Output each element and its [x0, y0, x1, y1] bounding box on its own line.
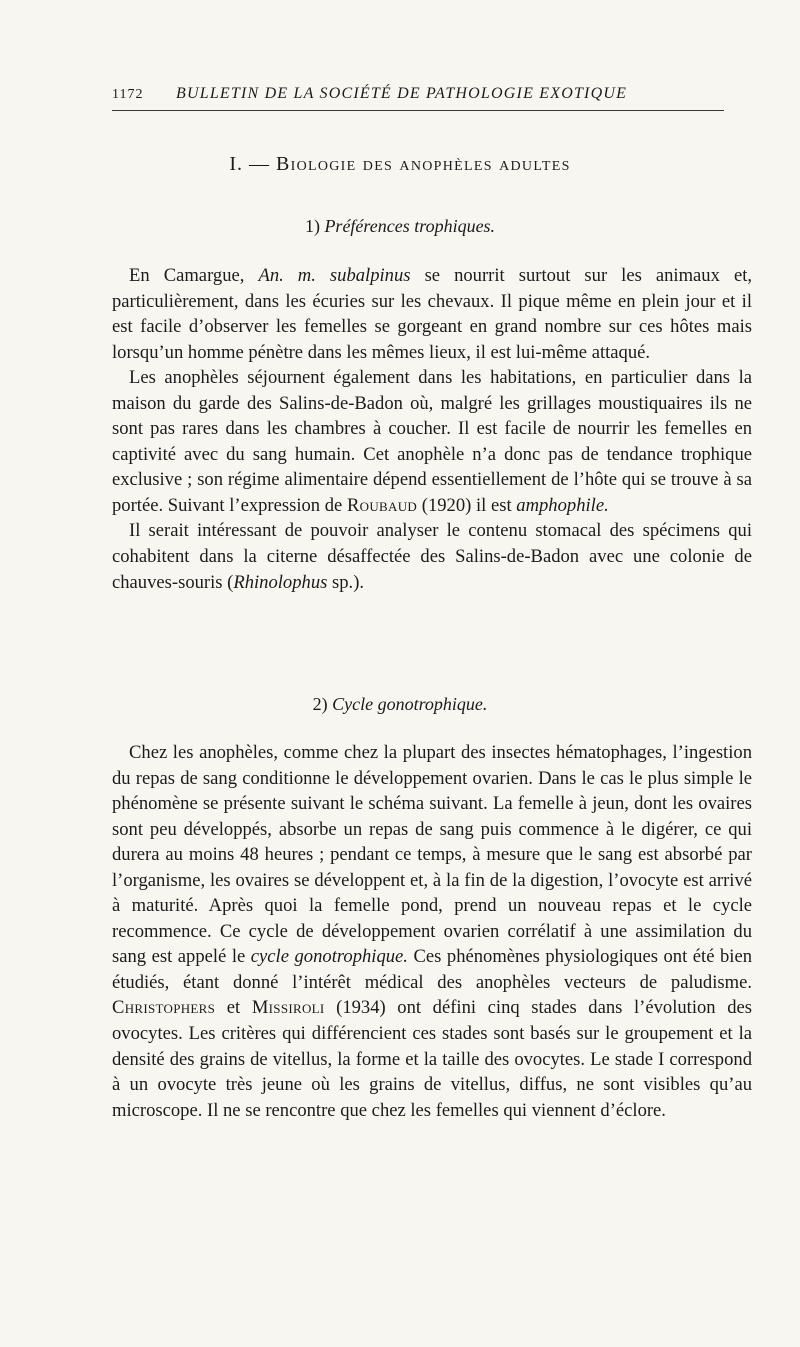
paragraph-2 [112, 365, 752, 518]
page-number: 1172 [112, 87, 144, 102]
body-text-block-2 [112, 740, 752, 1123]
author-christophers: Christophers [112, 997, 216, 1019]
citation-year-1920: (1920) [421, 494, 472, 516]
paragraph-1 [112, 263, 752, 365]
running-header [112, 84, 724, 111]
term-amphophile: amphophile. [516, 494, 609, 516]
paragraph-1-text-a: En Camargue, [129, 265, 245, 286]
term-cycle-gonotrophique: cycle gonotrophique. [250, 946, 408, 968]
subsection-title-1: Préférences trophiques. [324, 216, 496, 236]
genus-rhinolophus: Rhinolophus [233, 571, 328, 593]
paragraph-4-text-d: (1934) ont défini cinq stades dans l’évolution des ovocytes. Les critères qui différencient ces stades sont basés sur le groupement et la densité des grains de vitellus, la forme et la taille des ovocytes. Le stade I correspond à un ovocyte très jeune où les grains de vitellus, diffus, ne sont visibles qu’au microscope. Il ne se rencontre que chez les femelles qui viennent d’éclore. [112, 997, 752, 1121]
subsection-heading-2 [0, 694, 800, 715]
paragraph-3 [112, 518, 752, 595]
section-title-text: Biologie des anophèles adultes [275, 153, 571, 175]
author-roubaud: Roubaud [346, 494, 418, 516]
paragraph-2-text-a: Les anophèles séjournent également dans les habitations, en particulier dans la maison du garde des Salins-de-Badon où, malgré les grillages moustiquaires ils ne sont pas rares dans les chambres à coucher. Il est facile de nourrir les femelles en captivité avec du sang humain. Cet anophèle n’a donc pas de tendance trophique exclusive ; son régime alimentaire dépend essentiellement de l’hôte qui se trouve à sa portée. Suivant l’expression de [112, 367, 752, 516]
subsection-number-2: 2) [312, 694, 328, 714]
paragraph-1-text-b: se nourrit surtout sur les animaux et, particulièrement, dans les écuries sur les chevaux. Il pique même en plein jour et il est facile d’observer les femelles se gorgeant en grand nombre sur ces hôtes mais lorsqu’un homme pénètre dans les mêmes lieux, il est lui-même attaqué. [112, 265, 753, 363]
section-title [0, 153, 800, 176]
paragraph-4-text-b: Ces phénomènes physiologiques ont été bien étudiés, étant donné l’intérêt médical des anophèles vecteurs de paludisme. [112, 946, 752, 993]
paragraph-4-text-c: et [226, 997, 241, 1019]
paragraph-2-text-b: il est [475, 494, 512, 516]
author-missiroli: Missiroli [251, 997, 325, 1019]
paragraph-3-text-a: Il serait intéressant de pouvoir analyser le contenu stomacal des spécimens qui cohabitent dans la citerne désaffectée des Salins-de-Badon avec une colonie de chauves-souris ( [112, 520, 752, 593]
subsection-title-2: Cycle gonotrophique. [332, 694, 488, 714]
paragraph-4 [112, 740, 752, 1123]
paragraph-4-text-a: Chez les anophèles, comme chez la plupart des insectes hématophages, l’ingestion du repas de sang conditionne le développement ovarien. Dans le cas le plus simple le phénomène se présente suivant le schéma suivant. La femelle à jeun, dont les ovaires sont peu développés, absorbe un repas de sang puis commence à le digérer, ce qui durera au moins 48 heures ; pendant ce temps, à mesure que le sang est absorbé par l’organisme, les ovaires se développent et, à la fin de la digestion, l’ovocyte est arrivé à maturité. Après quoi la femelle pond, prend un nouveau repas et le cycle recommence. Ce cycle de développement ovarien corrélatif à une assimilation du sang est appelé le [112, 742, 752, 968]
paragraph-3-text-b: sp.). [332, 571, 365, 593]
section-title-prefix: I. — [229, 153, 270, 175]
subsection-number-1: 1) [304, 216, 320, 236]
species-name: An. m. subalpinus [258, 265, 411, 286]
body-text-block-1 [112, 263, 752, 595]
journal-title: BULLETIN DE LA SOCIÉTÉ DE PATHOLOGIE EXOTIQUE [176, 85, 628, 102]
subsection-heading-1 [0, 216, 800, 237]
